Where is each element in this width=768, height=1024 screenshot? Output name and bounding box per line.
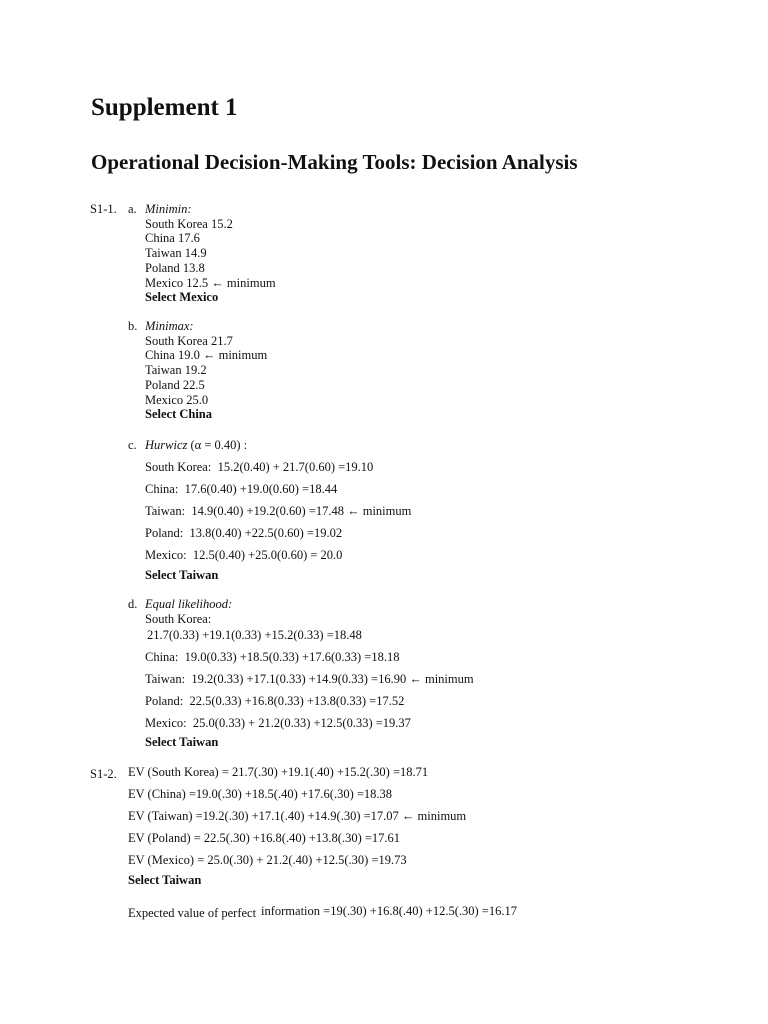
- equal-likelihood-row-expr: 19.0(0.33) +18.5(0.33) +17.6(0.33) =18.18: [184, 650, 400, 664]
- part-c-alpha: (α = 0.40) :: [190, 438, 248, 452]
- equal-likelihood-row-expr: 19.2(0.33) +17.1(0.33) +14.9(0.33) =16.90 ← minimum: [191, 672, 474, 686]
- hurwicz-row-label: Taiwan:: [145, 504, 186, 518]
- evpi-label: Expected value of perfect: [128, 906, 257, 920]
- hurwicz-row: [145, 526, 342, 541]
- ev-row: EV (Taiwan) =19.2(.30) +17.1(.40) +14.9(.30) =17.07 ← minimum: [128, 809, 467, 823]
- ev-row: EV (Mexico) = 25.0(.30) + 21.2(.40) +12.5(.30) =19.73: [128, 853, 407, 867]
- equal-likelihood-row: [145, 672, 474, 687]
- part-letter-b: b.: [128, 319, 138, 333]
- hurwicz-row: [145, 460, 373, 475]
- evpi-expr: information =19(.30) +16.8(.40) +12.5(.30) =16.17: [261, 904, 517, 918]
- part-a-block: [145, 202, 276, 305]
- equal-likelihood-row: [145, 716, 411, 731]
- equal-likelihood-row-label: Poland:: [145, 694, 184, 708]
- part-c-select: Select Taiwan: [145, 568, 219, 582]
- page-title: Supplement 1: [91, 94, 238, 121]
- problem-label-s1-1: S1-1.: [90, 202, 117, 216]
- part-b-line: Mexico 25.0: [145, 392, 209, 407]
- part-letter-a: a.: [128, 202, 137, 216]
- hurwicz-row-expr: 14.9(0.40) +19.2(0.60) =17.48 ← minimum: [191, 504, 412, 518]
- part-b-select: Select China: [145, 407, 213, 422]
- part-a-heading: Minimin:: [145, 202, 192, 216]
- hurwicz-row-label: China:: [145, 482, 179, 496]
- ev-row: EV (Poland) = 22.5(.30) +16.8(.40) +13.8(.30) =17.61: [128, 831, 401, 845]
- equal-likelihood-row-expr: 22.5(0.33) +16.8(0.33) +13.8(0.33) =17.52: [189, 694, 405, 708]
- equal-likelihood-row: [145, 694, 404, 709]
- hurwicz-row-label: Mexico:: [145, 548, 187, 562]
- part-a-select: Select Mexico: [145, 290, 219, 305]
- part-a-line: Taiwan 14.9: [145, 246, 207, 261]
- part-d-south-korea-label: South Korea:: [145, 611, 212, 626]
- equal-likelihood-row-label: China:: [145, 650, 179, 664]
- ev-row: EV (South Korea) = 21.7(.30) +19.1(.40) +15.2(.30) =18.71: [128, 765, 429, 779]
- part-c-heading: Hurwicz: [145, 438, 188, 452]
- hurwicz-row: [145, 548, 342, 563]
- part-b-heading: Minimax:: [145, 319, 194, 333]
- equal-likelihood-row-label: Mexico:: [145, 716, 187, 730]
- hurwicz-row-expr: 17.6(0.40) +19.0(0.60) =18.44: [184, 482, 338, 496]
- part-b-line: Taiwan 19.2: [145, 363, 207, 378]
- part-letter-c: c.: [128, 438, 137, 452]
- part-a-line: South Korea 15.2: [145, 216, 233, 231]
- part-c-heading-row: [145, 438, 247, 453]
- part-a-line: China 17.6: [145, 231, 200, 246]
- hurwicz-row: [145, 504, 411, 519]
- equal-likelihood-row-expr: 25.0(0.33) + 21.2(0.33) +12.5(0.33) =19.37: [192, 716, 411, 730]
- part-letter-d: d.: [128, 597, 138, 611]
- part-b-line: China 19.0 ← minimum: [145, 348, 268, 363]
- problem-label-s1-2: S1-2.: [90, 767, 117, 781]
- hurwicz-row-label: South Korea:: [145, 460, 212, 474]
- s1-2-select: Select Taiwan: [128, 873, 202, 887]
- part-d-header: [145, 597, 232, 626]
- equal-likelihood-row-label: Taiwan:: [145, 672, 186, 686]
- part-a-line: Mexico 12.5 ← minimum: [145, 275, 276, 290]
- part-d-select: Select Taiwan: [145, 735, 219, 749]
- equal-likelihood-row: [145, 650, 399, 665]
- hurwicz-row-label: Poland:: [145, 526, 184, 540]
- part-b-line: South Korea 21.7: [145, 333, 233, 348]
- part-a-line: Poland 13.8: [145, 260, 205, 275]
- hurwicz-row: [145, 482, 337, 497]
- equal-likelihood-south-korea-expr: 21.7(0.33) +19.1(0.33) +15.2(0.33) =18.48: [147, 628, 362, 642]
- part-b-block: [145, 319, 267, 422]
- hurwicz-row-expr: 13.8(0.40) +22.5(0.60) =19.02: [189, 526, 343, 540]
- hurwicz-row-expr: 12.5(0.40) +25.0(0.60) = 20.0: [192, 548, 343, 562]
- ev-row: EV (China) =19.0(.30) +18.5(.40) +17.6(.30) =18.38: [128, 787, 393, 801]
- hurwicz-row-expr: 15.2(0.40) + 21.7(0.60) =19.10: [217, 460, 374, 474]
- part-d-heading: Equal likelihood:: [145, 597, 233, 611]
- page-subtitle: Operational Decision-Making Tools: Decision Analysis: [91, 150, 578, 174]
- part-b-line: Poland 22.5: [145, 377, 205, 392]
